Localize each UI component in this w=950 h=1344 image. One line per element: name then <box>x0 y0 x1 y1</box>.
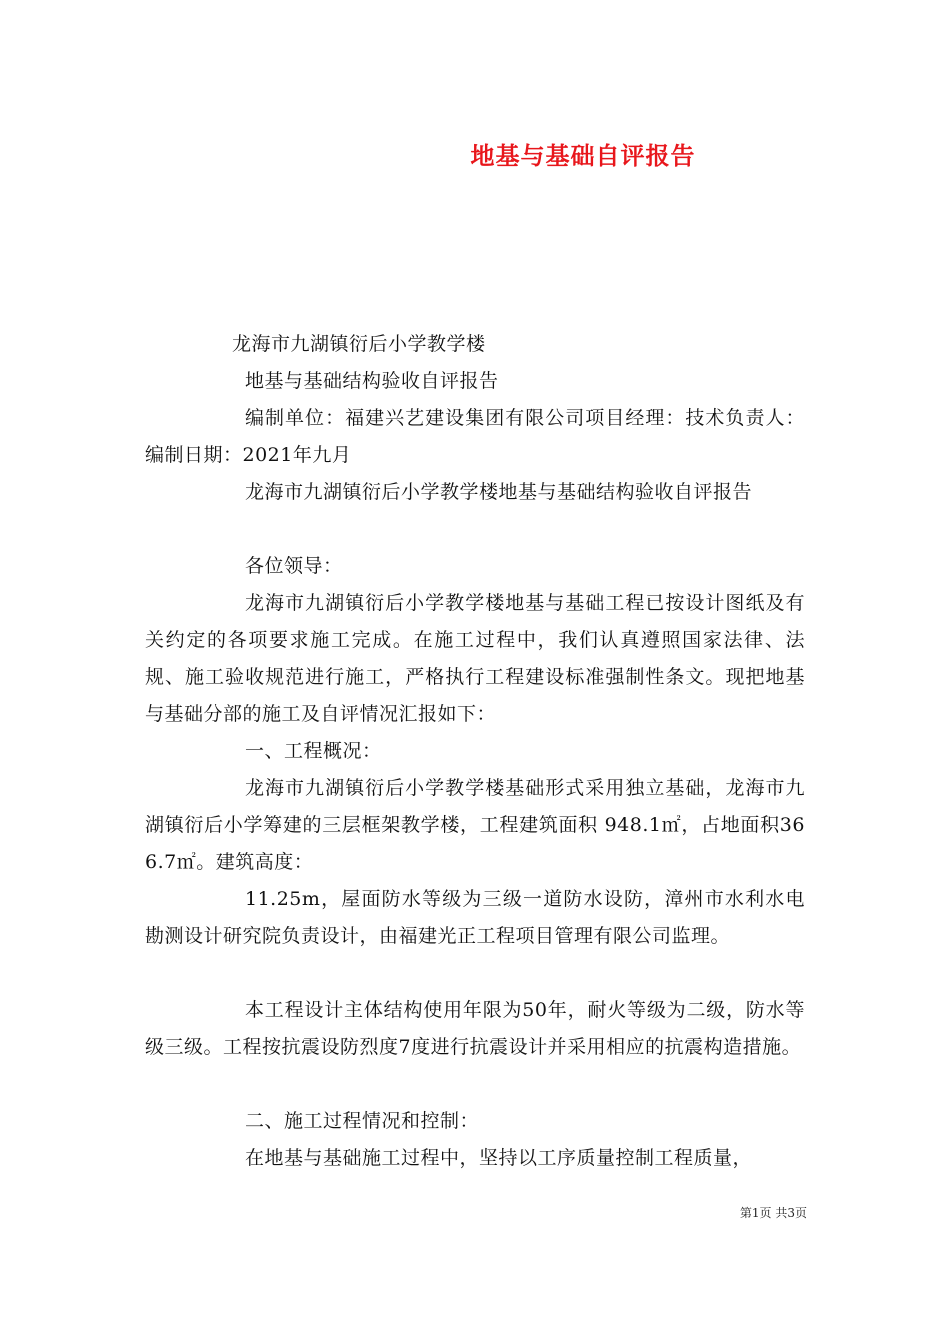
overview-paragraph: 龙海市九湖镇衍后小学教学楼基础形式采用独立基础，龙海市九湖镇衍后小学筹建的三层框架教学楼，工程建筑面积 948.1㎡，占地面积366.7㎡。建筑高度： <box>145 777 805 873</box>
document-title: 地基与基础自评报告 <box>470 141 696 170</box>
salutation: 各位领导： <box>245 555 343 577</box>
section-heading-construction: 二、施工过程情况和控制： <box>245 1110 480 1132</box>
report-heading-paragraph: 龙海市九湖镇衍后小学教学楼地基与基础结构验收自评报告 <box>245 481 753 503</box>
section-heading-overview: 一、工程概况： <box>245 740 382 762</box>
project-name-line: 龙海市九湖镇衍后小学教学楼 <box>232 333 486 355</box>
design-life-paragraph: 本工程设计主体结构使用年限为50年，耐火等级为二级，防水等级三级。工程按抗震设防烈度7度进行抗震设计并采用相应的抗震构造措施。 <box>145 999 805 1058</box>
report-subtitle-line: 地基与基础结构验收自评报告 <box>245 370 499 392</box>
intro-paragraph: 龙海市九湖镇衍后小学教学楼地基与基础工程已按设计图纸及有关约定的各项要求施工完成。在施工过程中，我们认真遵照国家法律、法规、施工验收规范进行施工，严格执行工程建设标准强制性条文。现把地基与基础分部的施工及自评情况汇报如下： <box>145 592 805 725</box>
height-paragraph: 11.25m，屋面防水等级为三级一道防水设防，漳州市水利水电勘测设计研究院负责设计，由福建光正工程项目管理有限公司监理。 <box>145 888 805 947</box>
construction-paragraph: 在地基与基础施工过程中，坚持以工序质量控制工程质量， <box>245 1147 753 1169</box>
compiler-info-paragraph: 编制单位：福建兴艺建设集团有限公司项目经理：技术负责人：编制日期：2021年九月 <box>145 407 805 466</box>
page-number: 第1页 共3页 <box>739 1206 807 1220</box>
